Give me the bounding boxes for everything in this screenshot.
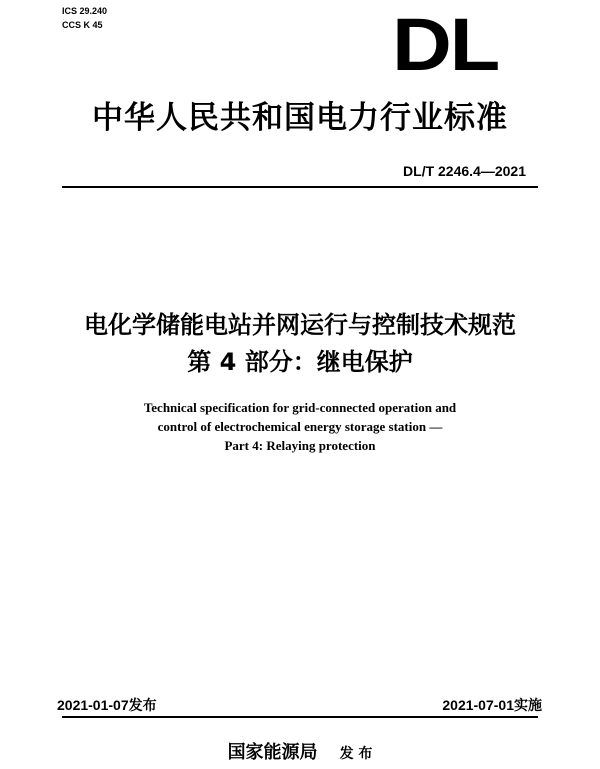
ics-code: ICS 29.240 [62,6,108,16]
implementation-date: 2021-07-01实施 [442,697,542,713]
dl-logo: DL [392,3,499,86]
english-title-line-2: control of electrochemical energy storage station — [157,419,443,434]
ccs-code: CCS K 45 [62,20,103,30]
publish-action: 发 布 [339,746,373,762]
chinese-title-part: 第 4 部分：继电保护 [187,348,413,376]
footer-divider [62,716,538,718]
english-title [0,398,600,455]
standard-number: DL/T 2246.4—2021 [403,163,526,179]
chinese-title-main: 电化学储能电站并网运行与控制技术规范 [84,311,516,339]
organization-title: 中华人民共和国电力行业标准 [92,100,508,136]
english-title-line-3: Part 4: Relaying protection [224,438,376,453]
publisher [0,738,600,764]
classification-codes [62,4,107,32]
publisher-name: 国家能源局 [227,742,318,763]
header-divider [62,186,538,188]
english-title-line-1: Technical specification for grid-connected operation and [143,400,457,415]
issue-date: 2021-01-07发布 [57,697,157,713]
